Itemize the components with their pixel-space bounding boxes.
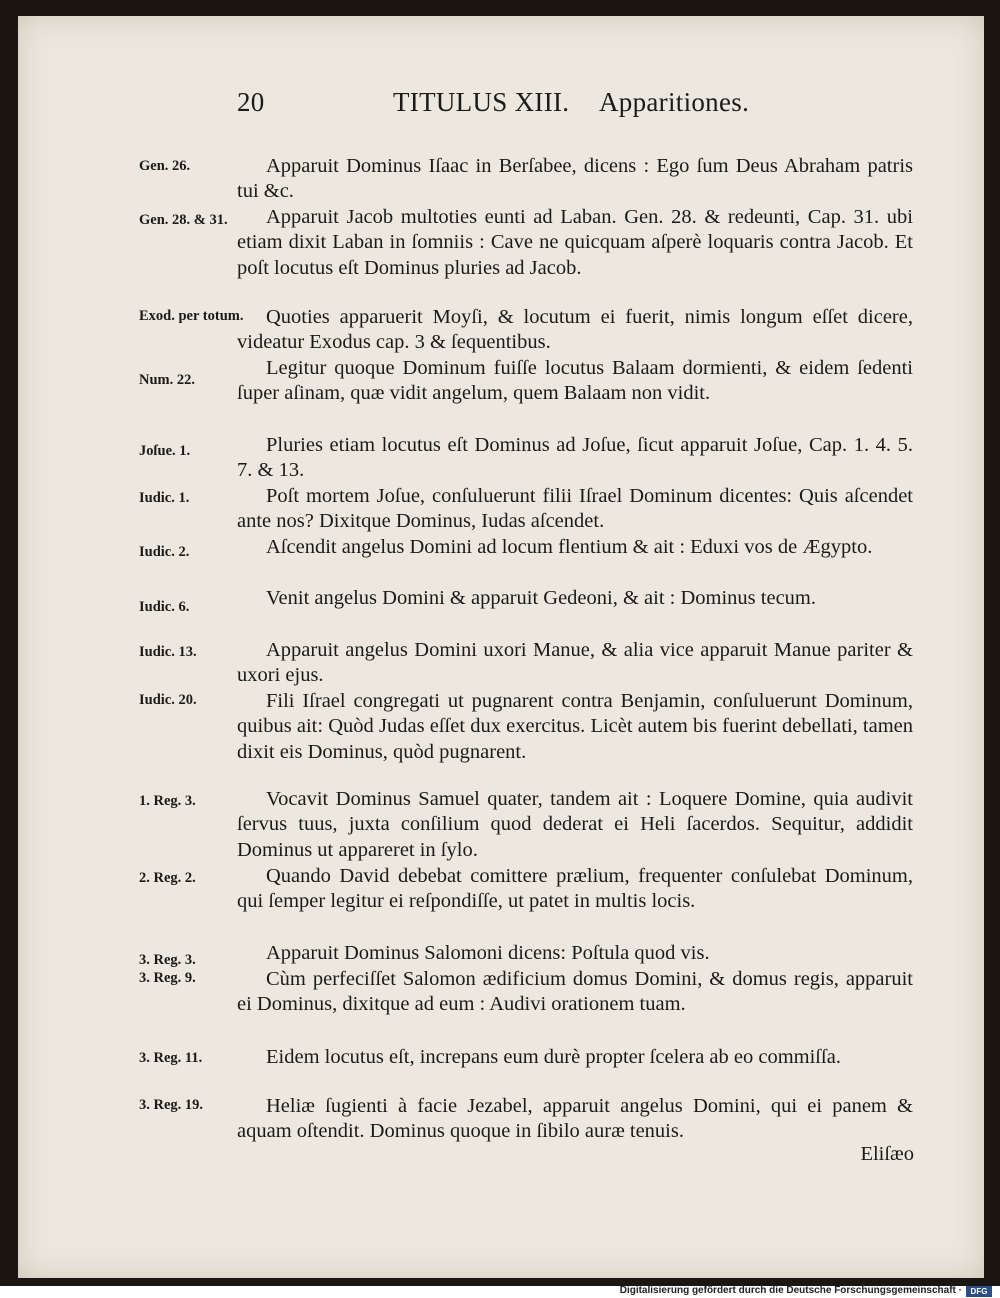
margin-reference: 1. Reg. 3. bbox=[139, 793, 196, 809]
margin-reference: Gen. 26. bbox=[139, 158, 191, 174]
entry-text: Legitur quoque Dominum fuiſſe locutus Balaam dormienti, & eidem ſedenti ſuper aſinam, quæ vidit angelum, quem Balaam non vidit. bbox=[237, 357, 913, 405]
entry-text: Poſt mortem Joſue, conſuluerunt filii Iſrael Dominum dicentes: Quis aſcendet ante nos? Dixitque Dominus, Iudas aſcendet. bbox=[237, 485, 913, 533]
entry-text: Quando David debebat comittere prælium, frequenter conſulebat Dominum, qui ſemper legitur ei reſpondiſſe, ut patet in multis locis. bbox=[237, 865, 913, 913]
dfg-logo: DFG bbox=[966, 1286, 992, 1297]
entry-text: Vocavit Dominus Samuel quater, tandem ait : Loquere Domine, quia audivit ſervus tuus, juxta conſilium quod dederat ei Heli ſacerdos. Sequitur, addidit Dominus ut appareret in ſylo. bbox=[237, 788, 913, 861]
footer-bar bbox=[0, 1286, 1000, 1298]
margin-reference: 3. Reg. 9. bbox=[139, 970, 196, 986]
entry-text: Pluries etiam locutus eſt Dominus ad Joſue, ſicut apparuit Joſue, Cap. 1. 4. 5. 7. & 13. bbox=[237, 434, 913, 482]
margin-reference: Iudic. 1. bbox=[139, 490, 190, 506]
margin-reference: 3. Reg. 3. bbox=[139, 952, 196, 968]
margin-reference: Joſue. 1. bbox=[139, 443, 191, 459]
entry-text: Eidem locutus eſt, increpans eum durè propter ſcelera ab eo commiſſa. bbox=[266, 1046, 841, 1068]
margin-reference: 3. Reg. 19. bbox=[139, 1097, 204, 1113]
header-subtitle: Apparitiones. bbox=[599, 87, 750, 117]
entry-text: Venit angelus Domini & apparuit Gedeoni, & ait : Dominus tecum. bbox=[266, 587, 816, 609]
page-number: 20 bbox=[237, 87, 265, 117]
margin-reference: Iudic. 2. bbox=[139, 544, 190, 560]
margin-reference: Gen. 28. & 31. bbox=[139, 212, 228, 228]
margin-reference: 3. Reg. 11. bbox=[139, 1050, 203, 1066]
header-title: TITULUS XIII. bbox=[393, 87, 570, 117]
book-page bbox=[18, 16, 984, 1278]
margin-reference: 2. Reg. 2. bbox=[139, 870, 196, 886]
catchword: Eliſæo bbox=[860, 1143, 914, 1165]
margin-reference: Iudic. 13. bbox=[139, 644, 197, 660]
entry-text: Heliæ ſugienti à facie Jezabel, apparuit angelus Domini, qui ei panem & aquam oſtendit. Dominus quoque in ſibilo auræ tenuis. bbox=[237, 1095, 913, 1143]
entry-text: Quoties apparuerit Moyſi, & locutum ei fuerit, nimis longum eſſet dicere, videatur Exodus cap. 3 & ſequentibus. bbox=[237, 306, 913, 354]
funding-credit: Digitalisierung gefördert durch die Deutsche Forschungsgemeinschaft · bbox=[619, 1285, 962, 1296]
entry-text: Fili Iſrael congregati ut pugnarent contra Benjamin, conſuluerunt Dominum, quibus ait: Quòd Judas eſſet dux exercitus. Licèt autem bis fuerint debellati, tamen dixit eis Dominus, quòd pugnarent. bbox=[237, 690, 913, 763]
margin-reference: Iudic. 20. bbox=[139, 692, 197, 708]
entry-text: Cùm perfeciſſet Salomon ædificium domus Domini, & domus regis, apparuit ei Dominus, dixitque ad eum : Audivi orationem tuam. bbox=[237, 968, 913, 1016]
running-header bbox=[18, 87, 984, 123]
entry-text: Apparuit Jacob multoties eunti ad Laban. Gen. 28. & redeunti, Cap. 31. ubi etiam dixit Laban in ſomniis : Cave ne quicquam aſperè loquaris contra Jacob. Et poſt locutus eſt Dominus pluries ad Jacob. bbox=[237, 206, 913, 279]
entry-text: Aſcendit angelus Domini ad locum flentium & ait : Eduxi vos de Ægypto. bbox=[266, 536, 873, 558]
entry-text: Apparuit Dominus Salomoni dicens: Poſtula quod vis. bbox=[266, 942, 710, 964]
entry-text: Apparuit angelus Domini uxori Manue, & alia vice apparuit Manue pariter & uxori ejus. bbox=[237, 639, 913, 687]
entry-text: Apparuit Dominus Iſaac in Berſabee, dicens : Ego ſum Deus Abraham patris tui &c. bbox=[237, 155, 913, 203]
margin-reference: Iudic. 6. bbox=[139, 599, 190, 615]
margin-reference: Exod. per totum. bbox=[139, 308, 244, 324]
margin-reference: Num. 22. bbox=[139, 372, 195, 388]
